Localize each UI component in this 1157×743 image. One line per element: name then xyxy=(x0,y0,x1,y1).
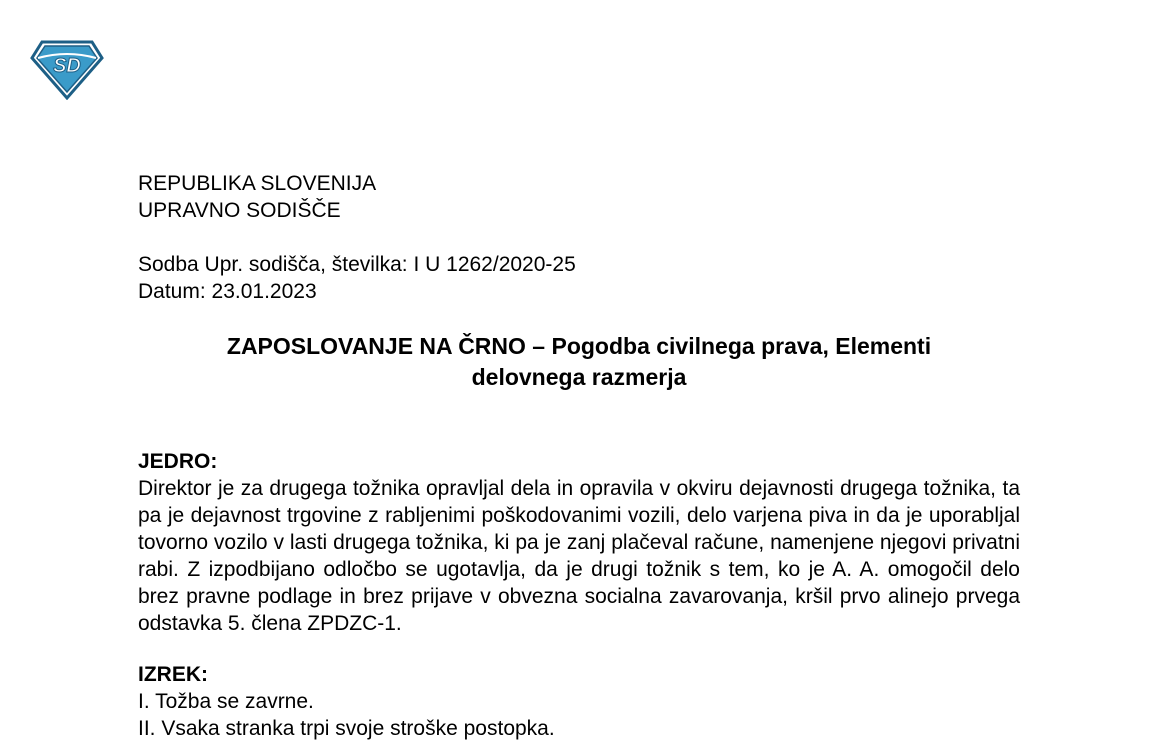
logo-graphic xyxy=(30,40,104,100)
izrek-item: I. Tožba se zavrne. xyxy=(138,690,314,713)
izrek-section xyxy=(138,661,1020,742)
case-date: Datum: 23.01.2023 xyxy=(138,280,317,303)
court-name-line: UPRAVNO SODIŠČE xyxy=(138,199,341,222)
title-line-1: ZAPOSLOVANJE NA ČRNO – Pogodba civilnega prava, Elementi xyxy=(226,333,932,359)
jedro-section xyxy=(138,448,1020,637)
court-diamond-logo-icon xyxy=(30,40,104,100)
country-line: REPUBLIKA SLOVENIJA xyxy=(138,172,377,195)
jedro-label: JEDRO: xyxy=(138,450,218,473)
izrek-label: IZREK: xyxy=(138,663,208,686)
jedro-text: Direktor je za drugega tožnika opravljal dela in opravila v okviru dejavnosti drugega tožnika, ta pa je dejavnost trgovine z rabljenimi poškodovanimi vozili, delo varjena piva in da je uporabljal tovorno vozilo v lasti drugega tožnika, ki pa je zanj plačeval račune, namenjene njegovi privatni rabi. Z izpodbijano odločbo se ugotavlja, da je drugi tožnik s tem, ko je A. A. omogočil delo brez pravne podlage in brez prijave v obvezna socialna zavarovanja, kršil prvo alinejo prvega odstavka 5. člena ZPDZC-1. xyxy=(138,477,1020,635)
court-header xyxy=(138,170,376,224)
izrek-item: II. Vsaka stranka trpi svoje stroške postopka. xyxy=(138,717,555,740)
case-meta xyxy=(138,251,576,305)
document-title xyxy=(138,331,1020,393)
case-number: Sodba Upr. sodišča, številka: I U 1262/2020-25 xyxy=(138,253,576,276)
title-line-2: delovnega razmerja xyxy=(471,364,687,390)
logo-letters: SD xyxy=(53,55,81,77)
